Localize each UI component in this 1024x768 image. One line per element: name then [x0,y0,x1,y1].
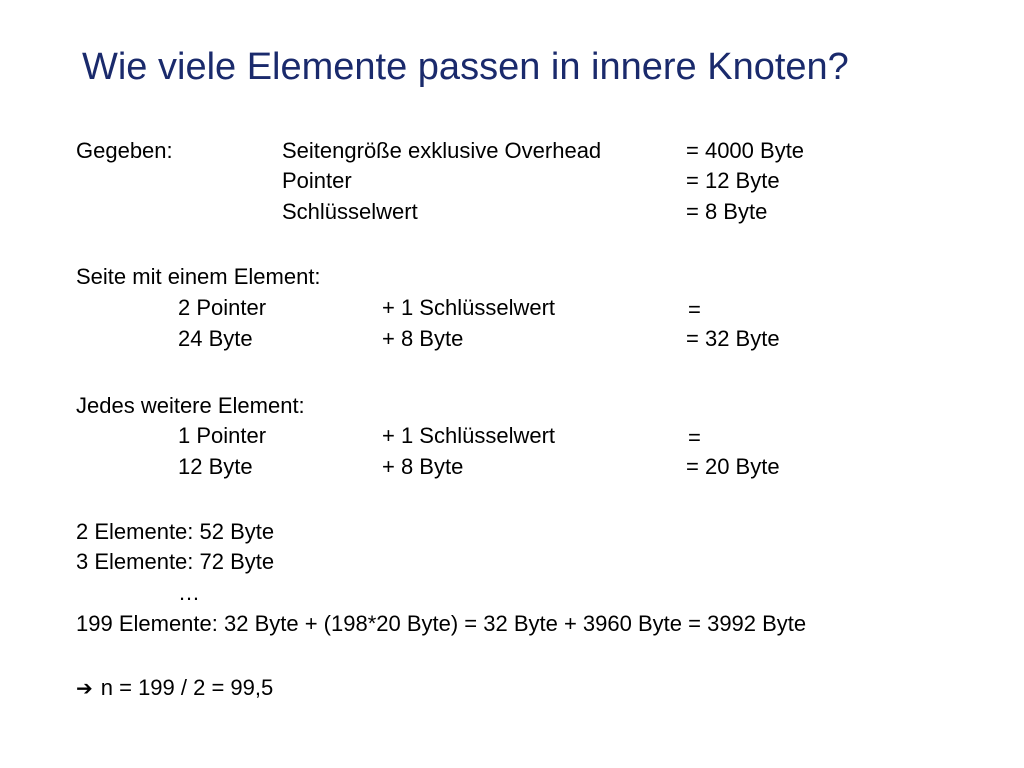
single-row2-c: = 32 Byte [686,326,780,351]
example-line-199: 199 Elemente: 32 Byte + (198*20 Byte) = 32 Byte + 3960 Byte = 3992 Byte [76,611,807,636]
result-text: n = 199 / 2 = 99,5 [100,675,274,700]
given-value-key: = 8 Byte [686,199,768,224]
single-heading: Seite mit einem Element: [76,264,321,289]
further-row2-b: + 8 Byte [382,454,464,479]
further-row1-b: + 1 Schlüsselwert [382,423,556,448]
given-value-page-size: = 4000 Byte [686,138,805,163]
further-row2-a: 12 Byte [178,454,253,479]
single-row1-a: 2 Pointer [178,295,267,320]
single-row2-b: + 8 Byte [382,326,464,351]
further-row1-c: = [688,425,701,450]
example-ellipsis: … [178,580,200,605]
single-row2-a: 24 Byte [178,326,253,351]
result-line [76,675,273,702]
page-title: Wie viele Elemente passen in innere Knoten? [82,46,849,88]
further-row1-a: 1 Pointer [178,423,267,448]
single-row1-c: = [688,297,701,322]
given-label: Gegeben: [76,138,173,163]
further-row2-c: = 20 Byte [686,454,780,479]
right-arrow-icon: ➔ [76,678,93,700]
given-name-pointer: Pointer [282,168,352,193]
given-value-pointer: = 12 Byte [686,168,780,193]
given-name-page-size: Seitengröße exklusive Overhead [282,138,602,163]
single-row1-b: + 1 Schlüsselwert [382,295,556,320]
further-heading: Jedes weitere Element: [76,393,305,418]
given-name-key: Schlüsselwert [282,199,418,224]
example-line-2: 2 Elemente: 52 Byte [76,519,275,544]
example-line-3: 3 Elemente: 72 Byte [76,549,275,574]
